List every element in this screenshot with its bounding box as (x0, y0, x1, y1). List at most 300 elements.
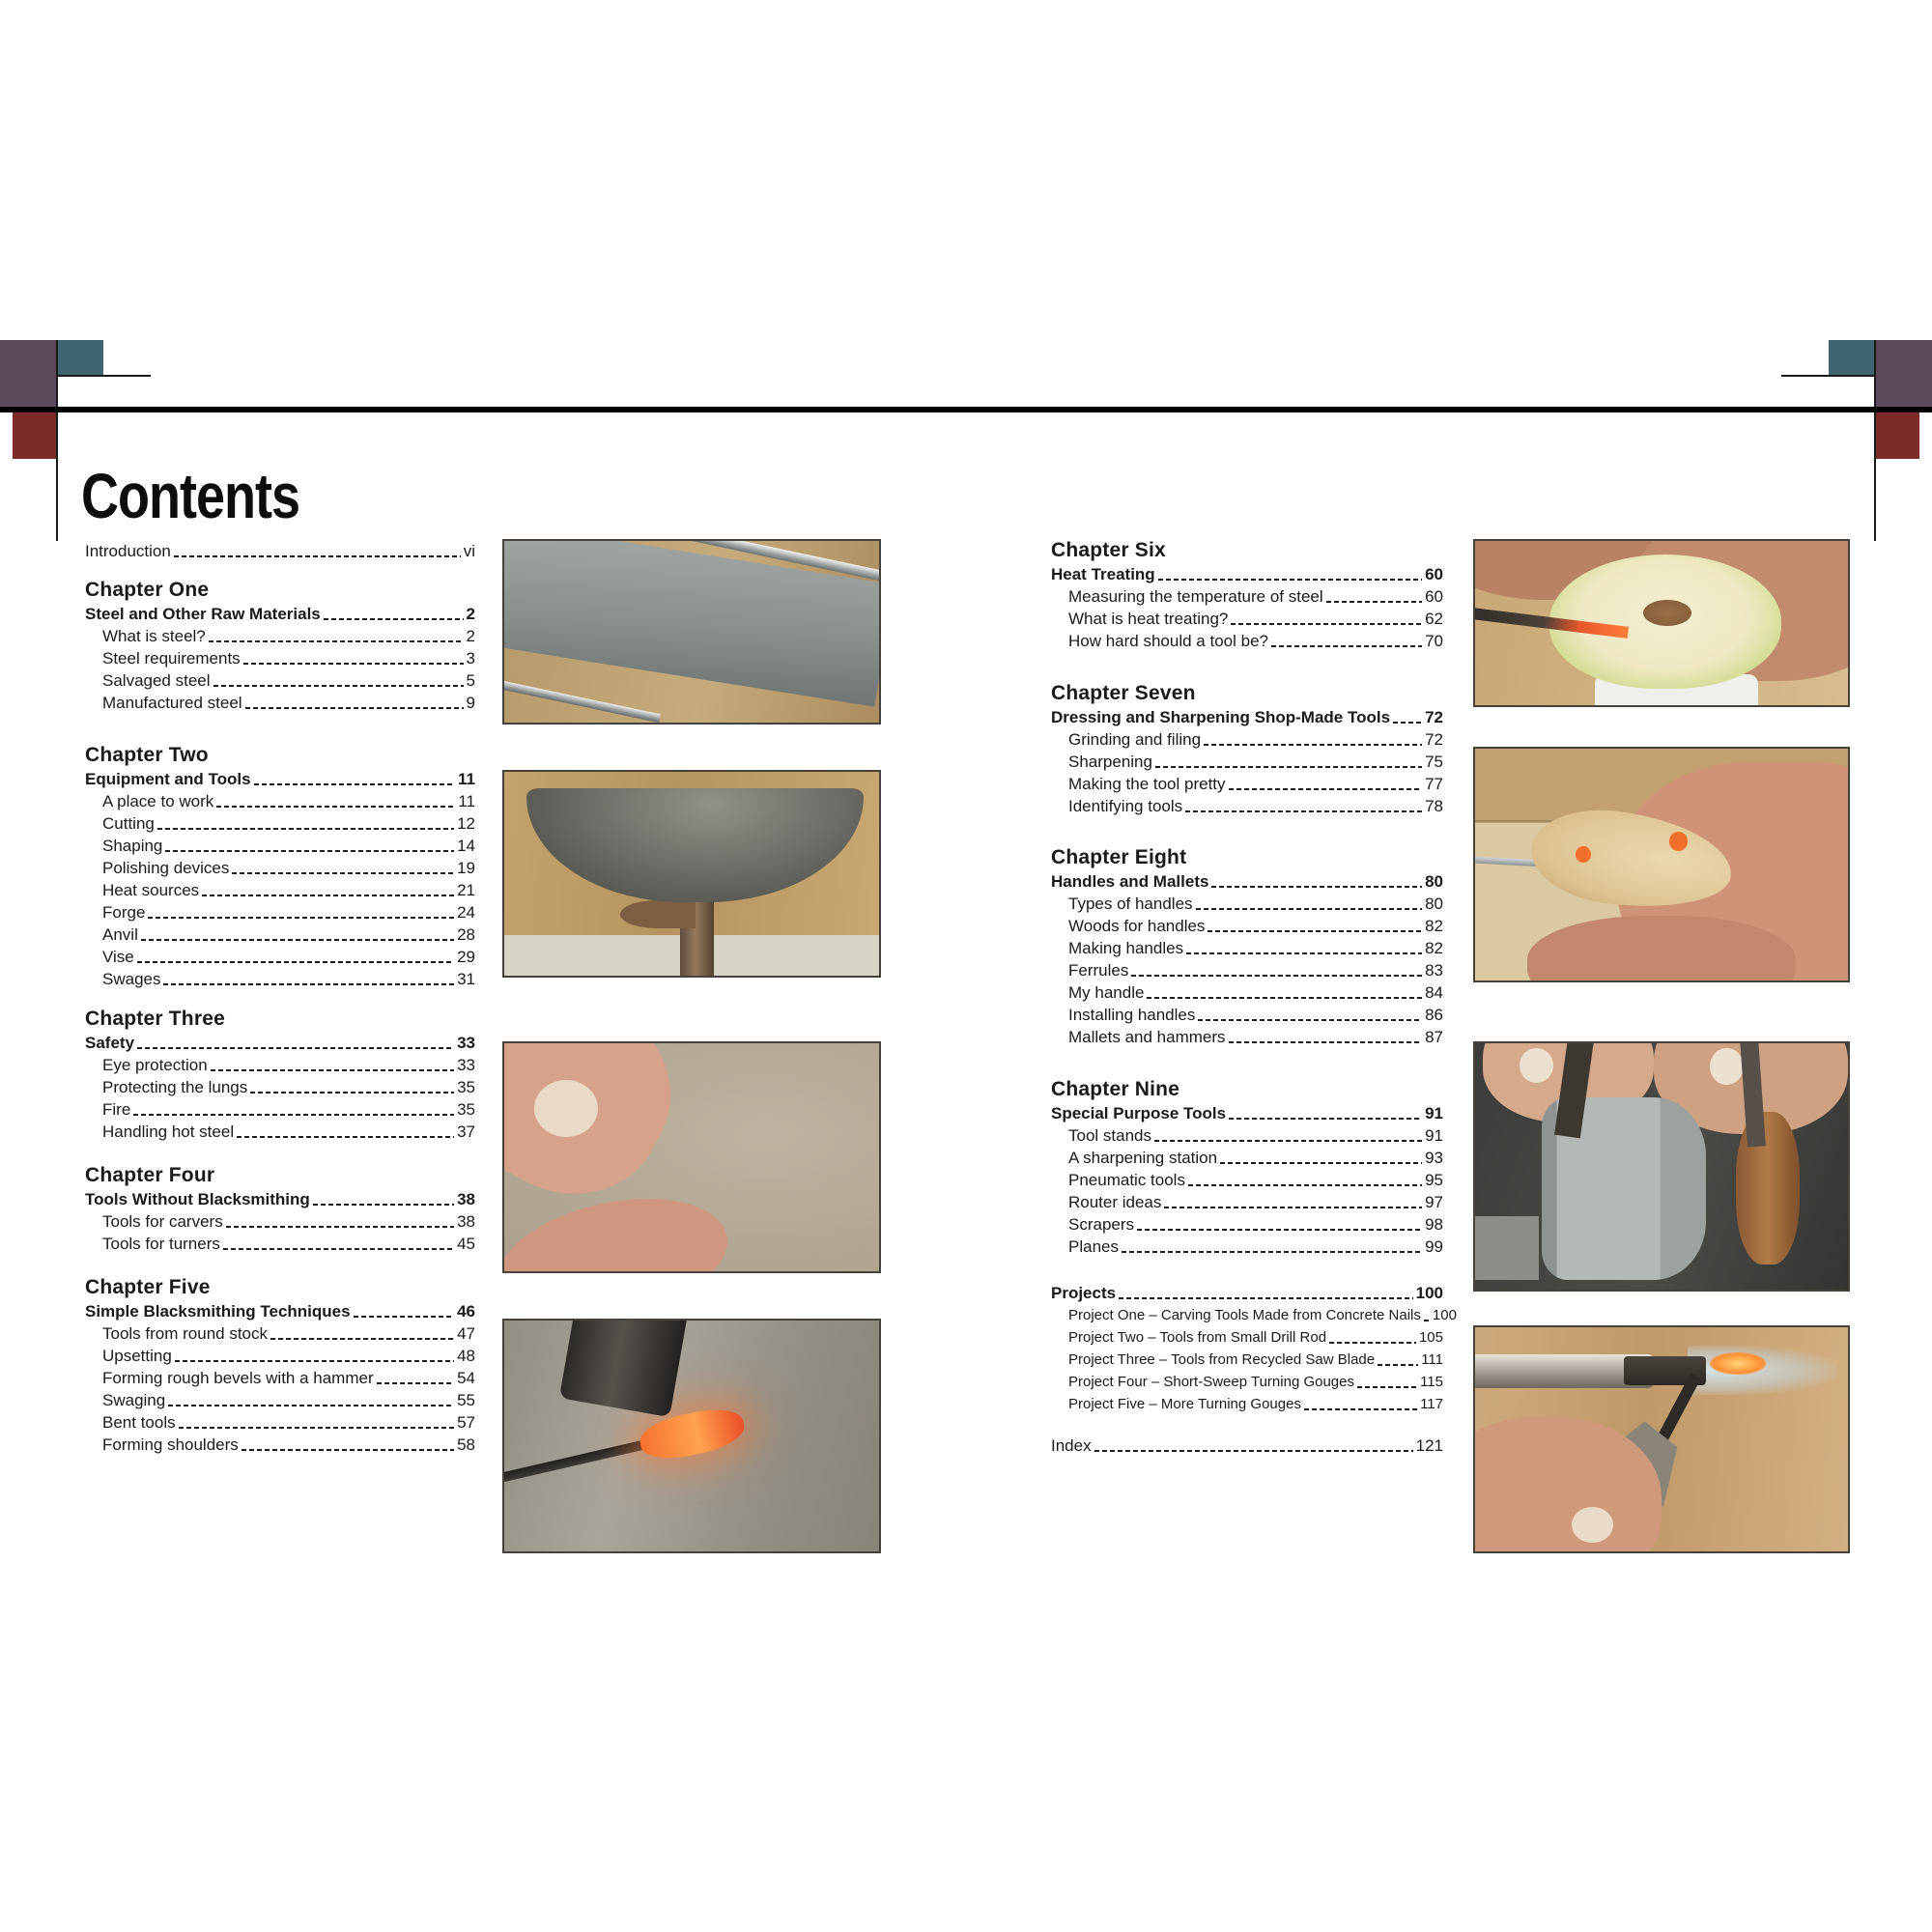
corner-accent-red-left (13, 412, 56, 459)
toc-chapter-five (85, 1275, 475, 1456)
toc-label: Grinding and filing (1068, 730, 1202, 749)
chapter-heading: Chapter Six (1051, 539, 1166, 561)
toc-row (1051, 728, 1443, 751)
dot-leader (1185, 810, 1422, 812)
dot-leader (1271, 645, 1422, 647)
toc-page-number: 111 (1421, 1351, 1443, 1368)
toc-label: Forge (102, 903, 146, 922)
toc-page-number: 97 (1425, 1193, 1443, 1211)
toc-row (85, 857, 475, 879)
toc-page-number: 55 (457, 1391, 475, 1409)
corner-line-vertical-right (1874, 340, 1876, 541)
forge-bowl-shape (526, 788, 864, 902)
toc-label: Pneumatic tools (1068, 1171, 1185, 1189)
toc-chapter-three (85, 1007, 475, 1143)
toc-label: Swaging (102, 1391, 166, 1409)
dot-leader (211, 1069, 454, 1071)
toc-page-number: 100 (1415, 1284, 1443, 1302)
toc-page-number: 47 (457, 1324, 475, 1343)
toc-label: Woods for handles (1068, 917, 1206, 935)
toc-row (1051, 1371, 1443, 1393)
toc-row (1051, 1349, 1443, 1371)
toc-chapter-four (85, 1163, 475, 1255)
toc-page-number: 117 (1420, 1396, 1443, 1412)
toc-label: Upsetting (102, 1347, 172, 1365)
toc-label: Cutting (102, 814, 155, 833)
toc-row (85, 1121, 475, 1143)
dot-leader (254, 783, 455, 785)
toc-label: Project Four – Short-Sweep Turning Gouges (1068, 1374, 1354, 1390)
dot-leader (1188, 1184, 1422, 1186)
toc-row (85, 946, 475, 968)
toc-label: Shaping (102, 837, 163, 855)
dot-leader (1147, 997, 1422, 999)
chapter-heading: Chapter Seven (1051, 682, 1196, 704)
dot-leader (1204, 744, 1422, 746)
toc-row (1051, 608, 1443, 630)
toc-page-number: 11 (458, 770, 475, 788)
photo-sharpening-on-grinder (1473, 1041, 1850, 1292)
toc-page-number: 54 (457, 1369, 475, 1387)
toc-label: Types of handles (1068, 895, 1193, 913)
toc-label: Mallets and hammers (1068, 1028, 1226, 1046)
toc-page-number: 84 (1425, 983, 1443, 1002)
toc-label: Bent tools (102, 1413, 176, 1432)
thumbnail-shape (534, 1080, 598, 1137)
toc-row (85, 812, 475, 835)
toc-row (85, 603, 475, 625)
dot-leader (157, 828, 454, 830)
toc-page-number: 82 (1425, 939, 1443, 957)
toc-label: Anvil (102, 925, 138, 944)
toc-label: Making handles (1068, 939, 1184, 957)
dot-leader (209, 640, 464, 642)
dot-leader (232, 872, 454, 874)
top-rule (0, 407, 1932, 412)
toc-page-number: 99 (1425, 1237, 1443, 1256)
toc-label: Project Two – Tools from Small Drill Rod (1068, 1329, 1327, 1346)
dot-leader (1137, 1229, 1422, 1231)
toc-page-number: 75 (1425, 753, 1443, 771)
toc-label: Polishing devices (102, 859, 230, 877)
toc-label: Safety (85, 1034, 135, 1052)
dot-leader (1229, 788, 1423, 790)
sanding-disc-shape (1736, 1112, 1800, 1264)
toc-row (85, 540, 475, 562)
dot-leader (243, 663, 464, 665)
photo-torch-heating-tool (1473, 1325, 1850, 1553)
toc-row (85, 1188, 475, 1210)
photo-flat-steel-bar-and-rods (502, 539, 881, 724)
toc-row (1051, 1191, 1443, 1213)
toc-row (85, 1098, 475, 1121)
toc-page-number: 12 (457, 814, 475, 833)
toc-row (1051, 1282, 1443, 1304)
toc-label: Measuring the temperature of steel (1068, 587, 1323, 606)
dot-leader (270, 1338, 454, 1340)
toc-page-number: 5 (466, 671, 475, 690)
dot-leader (1304, 1408, 1417, 1410)
toc-label: What is heat treating? (1068, 610, 1229, 628)
toc-chapter-eight (1051, 845, 1443, 1048)
toc-label: Introduction (85, 542, 171, 560)
toc-label: Project Three – Tools from Recycled Saw Blade (1068, 1351, 1376, 1368)
toc-row (85, 901, 475, 923)
corner-accent-teal-right (1829, 340, 1875, 376)
dot-leader (1186, 952, 1422, 954)
toc-label: Salvaged steel (102, 671, 211, 690)
toc-page-number: 58 (457, 1435, 475, 1454)
toc-page-number: 91 (1425, 1104, 1443, 1122)
toc-index (1051, 1435, 1443, 1457)
corner-line-horizontal-right (1781, 375, 1875, 377)
toc-row (85, 768, 475, 790)
toc-row (1051, 870, 1443, 893)
toc-row (1051, 1026, 1443, 1048)
front-matter (85, 540, 475, 562)
toc-page-number: 105 (1418, 1329, 1443, 1346)
dot-leader (168, 1405, 454, 1406)
toc-label: Tools for turners (102, 1235, 220, 1253)
toc-page-number: 87 (1425, 1028, 1443, 1046)
dot-leader (141, 939, 454, 941)
dot-leader (179, 1427, 454, 1429)
dot-leader (1357, 1386, 1417, 1388)
dot-leader (1229, 1118, 1422, 1120)
dot-leader (1326, 601, 1422, 603)
toc-label: Project Five – More Turning Gouges (1068, 1396, 1301, 1412)
toc-label: My handle (1068, 983, 1145, 1002)
toc-row (85, 1434, 475, 1456)
toc-label: Tools from round stock (102, 1324, 269, 1343)
corner-accent-red-right (1876, 412, 1919, 459)
dot-leader (163, 983, 454, 985)
toc-page-number: 70 (1425, 632, 1443, 650)
toc-row (85, 625, 475, 647)
photo-hot-blade-cutting-apple (1473, 539, 1850, 707)
toc-row (1051, 1435, 1443, 1457)
toc-page-number: 38 (457, 1190, 475, 1208)
fingernail-shape (1520, 1048, 1553, 1083)
toc-label: Dressing and Sharpening Shop-Made Tools (1051, 708, 1391, 726)
dot-leader (1231, 623, 1422, 625)
dot-leader (1220, 1162, 1422, 1164)
fingernail-shape (1710, 1048, 1744, 1085)
toc-page-number: 91 (1425, 1126, 1443, 1145)
toc-row (1051, 751, 1443, 773)
toc-page-number: 19 (457, 859, 475, 877)
toc-label: Handles and Mallets (1051, 872, 1209, 891)
toc-page-number: 100 (1432, 1307, 1457, 1323)
toc-page-number: 2 (466, 627, 475, 645)
dot-leader (165, 850, 454, 852)
corner-line-vertical-left (56, 340, 58, 541)
toc-row (1051, 1326, 1443, 1349)
toc-label: How hard should a tool be? (1068, 632, 1268, 650)
torch-flame-shape (1688, 1346, 1836, 1395)
toc-label: Steel requirements (102, 649, 241, 668)
toc-page-number: 93 (1425, 1149, 1443, 1167)
toc-label: Scrapers (1068, 1215, 1135, 1234)
toc-row (85, 1210, 475, 1233)
toc-label: Steel and Other Raw Materials (85, 605, 321, 623)
dot-leader (250, 1092, 454, 1094)
toc-page-number: 46 (457, 1302, 475, 1321)
dot-leader (1196, 908, 1423, 910)
toc-row (85, 1345, 475, 1367)
toc-label: Forming rough bevels with a hammer (102, 1369, 374, 1387)
toc-row (1051, 630, 1443, 652)
toc-row (85, 1411, 475, 1434)
chapter-heading: Chapter One (85, 579, 210, 601)
toc-page-number: 45 (457, 1235, 475, 1253)
photo-bowl-forge (502, 770, 881, 978)
toc-label: Tool stands (1068, 1126, 1151, 1145)
toc-page-number: 80 (1425, 895, 1443, 913)
toc-page-number: 60 (1425, 565, 1443, 583)
toc-page-number: 57 (457, 1413, 475, 1432)
toc-row (1051, 585, 1443, 608)
chapter-heading: Chapter Four (85, 1164, 215, 1186)
dot-leader (1378, 1364, 1418, 1366)
toc-row (85, 1076, 475, 1098)
corner-line-horizontal-left (57, 375, 151, 377)
toc-row (1051, 563, 1443, 585)
toc-row (1051, 795, 1443, 817)
dot-leader (1131, 975, 1422, 977)
dot-leader (1208, 930, 1422, 932)
toc-label: Sharpening (1068, 753, 1152, 771)
dot-leader (226, 1226, 454, 1228)
toc-row (85, 968, 475, 990)
dot-leader (1094, 1450, 1413, 1452)
dot-leader (148, 917, 454, 919)
toc-row (1051, 706, 1443, 728)
toc-row (85, 1054, 475, 1076)
toc-page-number: 72 (1425, 708, 1443, 726)
toc-row (1051, 1393, 1443, 1415)
toc-page-number: vi (463, 542, 475, 560)
toc-row (85, 1300, 475, 1322)
toc-label: Handling hot steel (102, 1122, 235, 1141)
toc-row (1051, 1304, 1457, 1326)
toc-label: Tools for carvers (102, 1212, 223, 1231)
toc-page-number: 115 (1420, 1374, 1443, 1390)
toc-row (1051, 893, 1443, 915)
pipe-elbow-shape (620, 900, 696, 929)
toc-row (1051, 1124, 1443, 1147)
toc-label: Tools Without Blacksmithing (85, 1190, 310, 1208)
toc-page-number: 29 (457, 948, 475, 966)
toc-row (85, 923, 475, 946)
toc-chapter-one (85, 578, 475, 714)
toc-label: Planes (1068, 1237, 1119, 1256)
toc-chapter-seven (1051, 681, 1443, 817)
toc-chapter-nine (1051, 1077, 1443, 1258)
toc-row (1051, 1169, 1443, 1191)
dot-leader (216, 806, 455, 808)
toc-page-number: 80 (1425, 872, 1443, 891)
dot-leader (1393, 722, 1422, 724)
dot-leader (223, 1248, 454, 1250)
dot-leader (1329, 1342, 1416, 1344)
toc-page-number: 24 (457, 903, 475, 922)
toc-label: Projects (1051, 1284, 1117, 1302)
toc-chapter-two (85, 743, 475, 990)
toc-label: Equipment and Tools (85, 770, 251, 788)
toc-page-number: 82 (1425, 917, 1443, 935)
toc-row (85, 790, 475, 812)
hammer-shape (559, 1319, 690, 1417)
toc-page-number: 35 (457, 1100, 475, 1119)
toc-page-number: 31 (457, 970, 475, 988)
toc-label: Simple Blacksmithing Techniques (85, 1302, 351, 1321)
toc-page-number: 2 (466, 605, 475, 623)
dot-leader (377, 1382, 454, 1384)
dot-leader (1122, 1251, 1422, 1253)
toc-row (85, 835, 475, 857)
dot-leader (1424, 1320, 1430, 1321)
toc-label: Vise (102, 948, 134, 966)
toc-label: Installing handles (1068, 1006, 1196, 1024)
dot-leader (1229, 1041, 1423, 1043)
toc-row (85, 1389, 475, 1411)
dot-leader (1155, 766, 1422, 768)
toc-page-number: 38 (457, 1212, 475, 1231)
dot-leader (1119, 1297, 1413, 1299)
dot-leader (245, 707, 464, 709)
photo-forging-hot-steel (502, 1319, 881, 1553)
chapter-heading: Chapter Eight (1051, 846, 1187, 868)
dot-leader (1158, 579, 1422, 581)
orange-dot-shape (1669, 832, 1688, 850)
dot-leader (213, 685, 464, 687)
toc-page-number: 33 (457, 1056, 475, 1074)
toc-row (1051, 773, 1443, 795)
toc-label: A place to work (102, 792, 214, 810)
chapter-heading: Chapter Nine (1051, 1078, 1180, 1100)
toc-row (85, 879, 475, 901)
toc-label: Eye protection (102, 1056, 208, 1074)
corner-accent-purple-left (0, 340, 57, 409)
dot-leader (354, 1316, 454, 1318)
toc-row (85, 1322, 475, 1345)
toc-page-number: 83 (1425, 961, 1443, 980)
photo-wooden-handle-in-hand (1473, 747, 1850, 982)
toc-label: Swages (102, 970, 161, 988)
toc-row (85, 1233, 475, 1255)
dot-leader (1211, 886, 1422, 888)
flame-streak-shape (1710, 1352, 1766, 1375)
dot-leader (1198, 1019, 1422, 1021)
dot-leader (242, 1449, 454, 1451)
toc-page-number: 48 (457, 1347, 475, 1365)
dot-leader (1164, 1207, 1422, 1208)
chapter-heading: Chapter Two (85, 744, 209, 766)
dot-leader (137, 961, 454, 963)
toc-row (1051, 915, 1443, 937)
toc-page-number: 77 (1425, 775, 1443, 793)
toc-row (1051, 959, 1443, 981)
toc-page-number: 21 (457, 881, 475, 899)
toc-page-number: 86 (1425, 1006, 1443, 1024)
grinder-base-shape (1475, 1216, 1539, 1280)
toc-page-number: 121 (1415, 1436, 1443, 1455)
toc-label: Project One – Carving Tools Made from Concrete Nails (1068, 1307, 1421, 1323)
dot-leader (137, 1047, 454, 1049)
toc-page-number: 60 (1425, 587, 1443, 606)
toc-label: Forming shoulders (102, 1435, 239, 1454)
dot-leader (175, 1360, 454, 1362)
toc-row (1051, 981, 1443, 1004)
toc-row (1051, 1147, 1443, 1169)
corner-accent-purple-right (1875, 340, 1932, 409)
toc-row (1051, 1102, 1443, 1124)
toc-row (1051, 1004, 1443, 1026)
dot-leader (324, 618, 464, 620)
toc-label: Ferrules (1068, 961, 1129, 980)
toc-chapter-six (1051, 538, 1443, 652)
toc-page-number: 62 (1425, 610, 1443, 628)
toc-label: Identifying tools (1068, 797, 1183, 815)
photo-curved-blade-in-hand (502, 1041, 881, 1273)
toc-page-number: 78 (1425, 797, 1443, 815)
chapter-heading: Chapter Five (85, 1276, 211, 1298)
toc-label: Manufactured steel (102, 694, 242, 712)
toc-page-number: 28 (457, 925, 475, 944)
toc-page-number: 9 (466, 694, 475, 712)
toc-row (1051, 1213, 1443, 1236)
toc-page-number: 98 (1425, 1215, 1443, 1234)
dot-leader (133, 1114, 454, 1116)
toc-label: A sharpening station (1068, 1149, 1218, 1167)
orange-dot-shape (1576, 846, 1590, 863)
dot-leader (174, 555, 461, 557)
toc-page-number: 72 (1425, 730, 1443, 749)
toc-row (85, 1032, 475, 1054)
toc-label: Router ideas (1068, 1193, 1162, 1211)
corner-accent-teal-left (57, 340, 103, 376)
toc-page-number: 11 (458, 792, 475, 810)
dot-leader (1154, 1140, 1422, 1142)
toc-page-number: 14 (457, 837, 475, 855)
toc-label: Heat Treating (1051, 565, 1155, 583)
toc-page-number: 95 (1425, 1171, 1443, 1189)
dot-leader (237, 1136, 454, 1138)
toc-row (85, 692, 475, 714)
toc-page-number: 33 (457, 1034, 475, 1052)
toc-page-number: 37 (457, 1122, 475, 1141)
toc-label: Fire (102, 1100, 131, 1119)
toc-row (85, 1367, 475, 1389)
toc-row (1051, 1236, 1443, 1258)
toc-label: Index (1051, 1436, 1092, 1455)
dot-leader (202, 895, 454, 896)
toc-label: Protecting the lungs (102, 1078, 248, 1096)
steel-rod-shape (502, 677, 661, 724)
toc-row (85, 647, 475, 669)
thumbnail-shape (1572, 1507, 1612, 1543)
toc-page-number: 3 (466, 649, 475, 668)
toc-label: Special Purpose Tools (1051, 1104, 1227, 1122)
toc-page-number: 35 (457, 1078, 475, 1096)
toc-row (1051, 937, 1443, 959)
toc-label: Heat sources (102, 881, 200, 899)
chapter-heading: Chapter Three (85, 1008, 225, 1030)
toc-label: Making the tool pretty (1068, 775, 1226, 793)
page-title: Contents (81, 461, 299, 532)
toc-projects (1051, 1282, 1457, 1415)
